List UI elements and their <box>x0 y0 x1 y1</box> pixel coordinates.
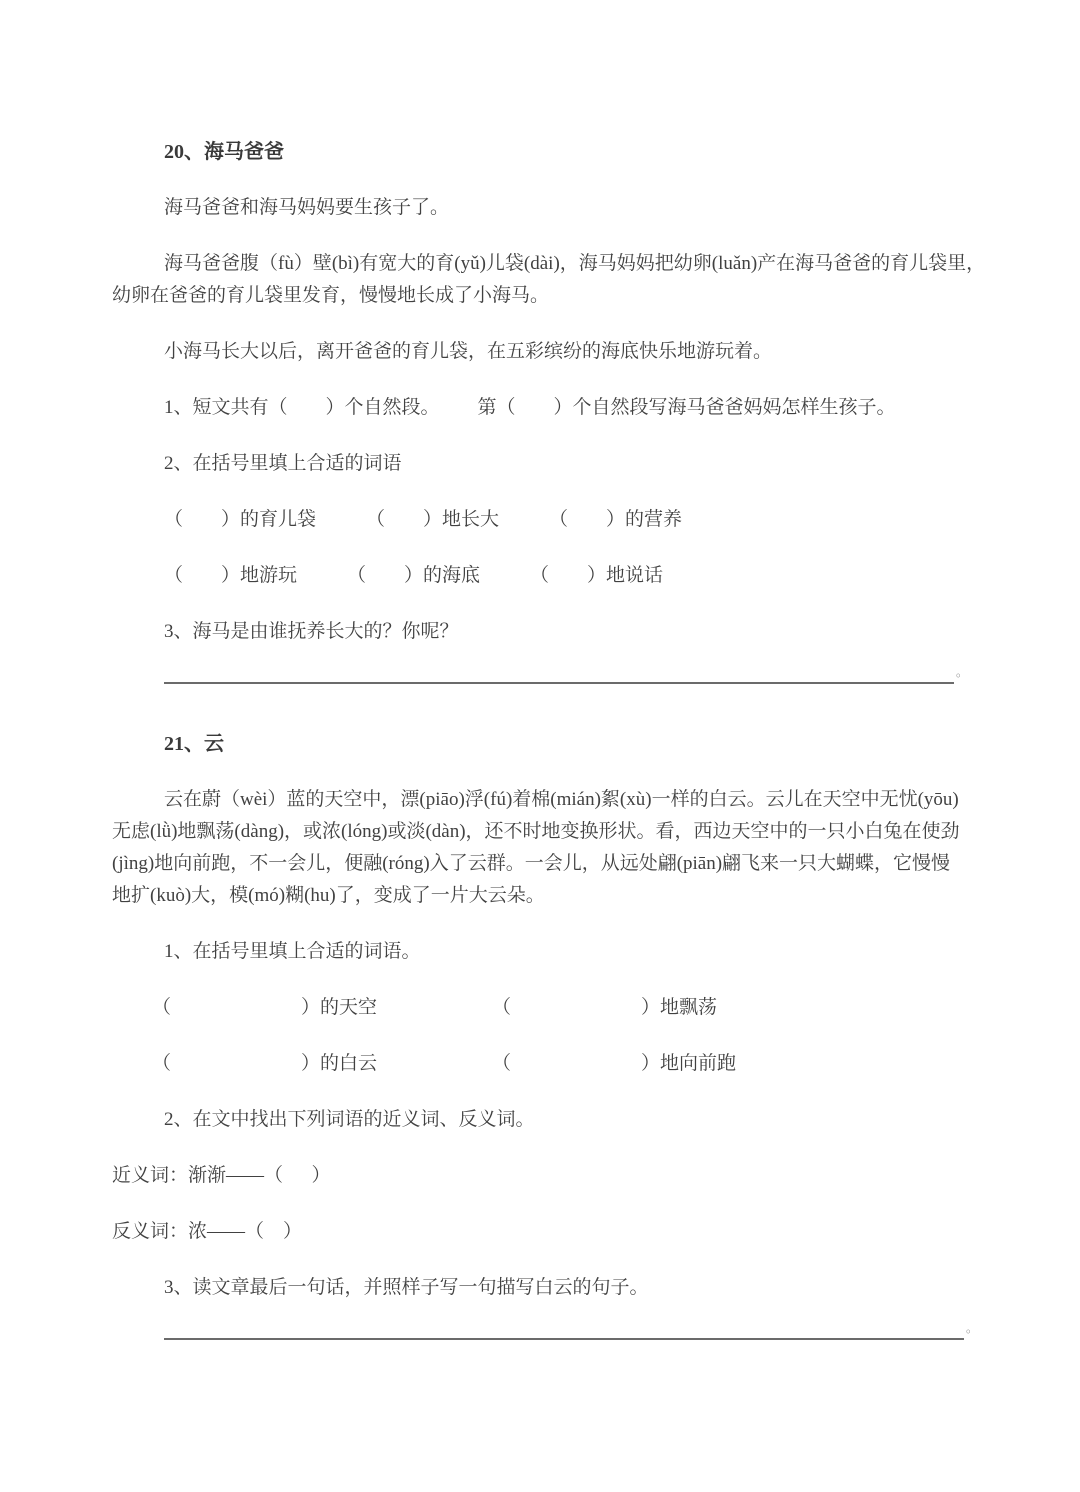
blank-row <box>112 504 1012 536</box>
section-20-title: 20、海马爸爸 <box>164 141 284 163</box>
question-text: 3、读文章最后一句话，并照样子写一句描写白云的句子。 <box>164 1277 649 1298</box>
question-3 <box>112 616 1012 648</box>
blank-item <box>152 1048 377 1080</box>
bracket-open: （ <box>152 1053 172 1074</box>
bracket-close-label: ）的白云 <box>301 1053 378 1074</box>
synonym-line <box>112 1160 1012 1192</box>
section-21 <box>112 728 1012 1340</box>
bracket-close-label: ）的天空 <box>301 997 378 1018</box>
blank-row <box>112 1048 1012 1080</box>
antonym-line <box>112 1216 1012 1248</box>
blank-item: （ ）的育儿袋 <box>164 509 317 530</box>
section-21-title: 21、云 <box>164 733 224 755</box>
question-3 <box>112 1272 1012 1304</box>
paragraph-line: 幼卵在爸爸的育儿袋里发育，慢慢地长成了小海马。 <box>112 285 550 306</box>
bracket-close-label: ）地向前跑 <box>641 1053 737 1074</box>
bracket-open: （ <box>492 1053 512 1074</box>
question-text: 1、短文共有（ ）个自然段。 第（ ）个自然段写海马爸爸妈妈怎样生孩子。 <box>164 397 896 418</box>
paragraph-line: 地扩(kuò)大，模(mó)糊(hu)了，变成了一片大云朵。 <box>112 885 545 906</box>
paragraph-line: 云在蔚（wèi）蓝的天空中，漂(piāo)浮(fú)着棉(mián)絮(xù)一样的白云。云儿在天空中无忧(yōu) <box>164 789 959 810</box>
answer-rule <box>164 1328 964 1340</box>
question-2 <box>112 448 1012 480</box>
blank-item: （ ）地长大 <box>366 509 500 530</box>
paragraph-line: 海马爸爸腹（fù）壁(bì)有宽大的育(yǔ)儿袋(dài)，海马妈妈把幼卵(luǎn)产在海马爸爸的育儿袋里， <box>164 253 986 274</box>
blank-item <box>492 992 717 1024</box>
answer-period: 。 <box>956 665 969 679</box>
bracket-open: （ <box>492 997 512 1018</box>
paragraph <box>112 784 1012 912</box>
blank-item: （ ）的营养 <box>549 509 683 530</box>
paragraph-line: 无虑(lǜ)地飘荡(dàng)，或浓(lóng)或淡(dàn)，还不时地变换形状。看，西边天空中的一只小白兔在使劲 <box>112 821 960 842</box>
answer-period: 。 <box>966 1321 979 1335</box>
answer-line <box>164 1321 1012 1340</box>
section-20 <box>112 136 1012 684</box>
blank-row <box>112 560 1012 592</box>
question-1 <box>112 936 1012 968</box>
bracket-close-label: ）地飘荡 <box>641 997 718 1018</box>
paragraph-line: 小海马长大以后，离开爸爸的育儿袋，在五彩缤纷的海底快乐地游玩着。 <box>164 341 773 362</box>
blank-item: （ ）地游玩 <box>164 565 298 586</box>
question-text: 2、在括号里填上合适的词语 <box>164 453 402 474</box>
blank-item <box>152 992 377 1024</box>
antonym-text: 反义词：浓——（ ） <box>112 1221 303 1242</box>
question-text: 1、在括号里填上合适的词语。 <box>164 941 421 962</box>
blank-item: （ ）地说话 <box>530 565 664 586</box>
blank-item: （ ）的海底 <box>347 565 481 586</box>
paragraph-line: (jìng)地向前跑，不一会儿，便融(róng)入了云群。一会儿，从远处翩(piān)翩飞来一只大蝴蝶，它慢慢 <box>112 853 951 874</box>
answer-line <box>164 665 1012 684</box>
blank-item <box>492 1048 736 1080</box>
question-text: 3、海马是由谁抚养长大的？你呢？ <box>164 621 459 642</box>
synonym-text: 近义词：渐渐——（ ） <box>112 1165 331 1186</box>
paragraph <box>112 336 1012 368</box>
question-2 <box>112 1104 1012 1136</box>
paragraph <box>112 192 1012 224</box>
paragraph <box>112 248 1012 312</box>
blank-row <box>112 992 1012 1024</box>
bracket-open: （ <box>152 997 172 1018</box>
answer-rule <box>164 672 954 684</box>
question-text: 2、在文中找出下列词语的近义词、反义词。 <box>164 1109 535 1130</box>
paragraph-line: 海马爸爸和海马妈妈要生孩子了。 <box>164 197 450 218</box>
question-1 <box>112 392 1012 424</box>
